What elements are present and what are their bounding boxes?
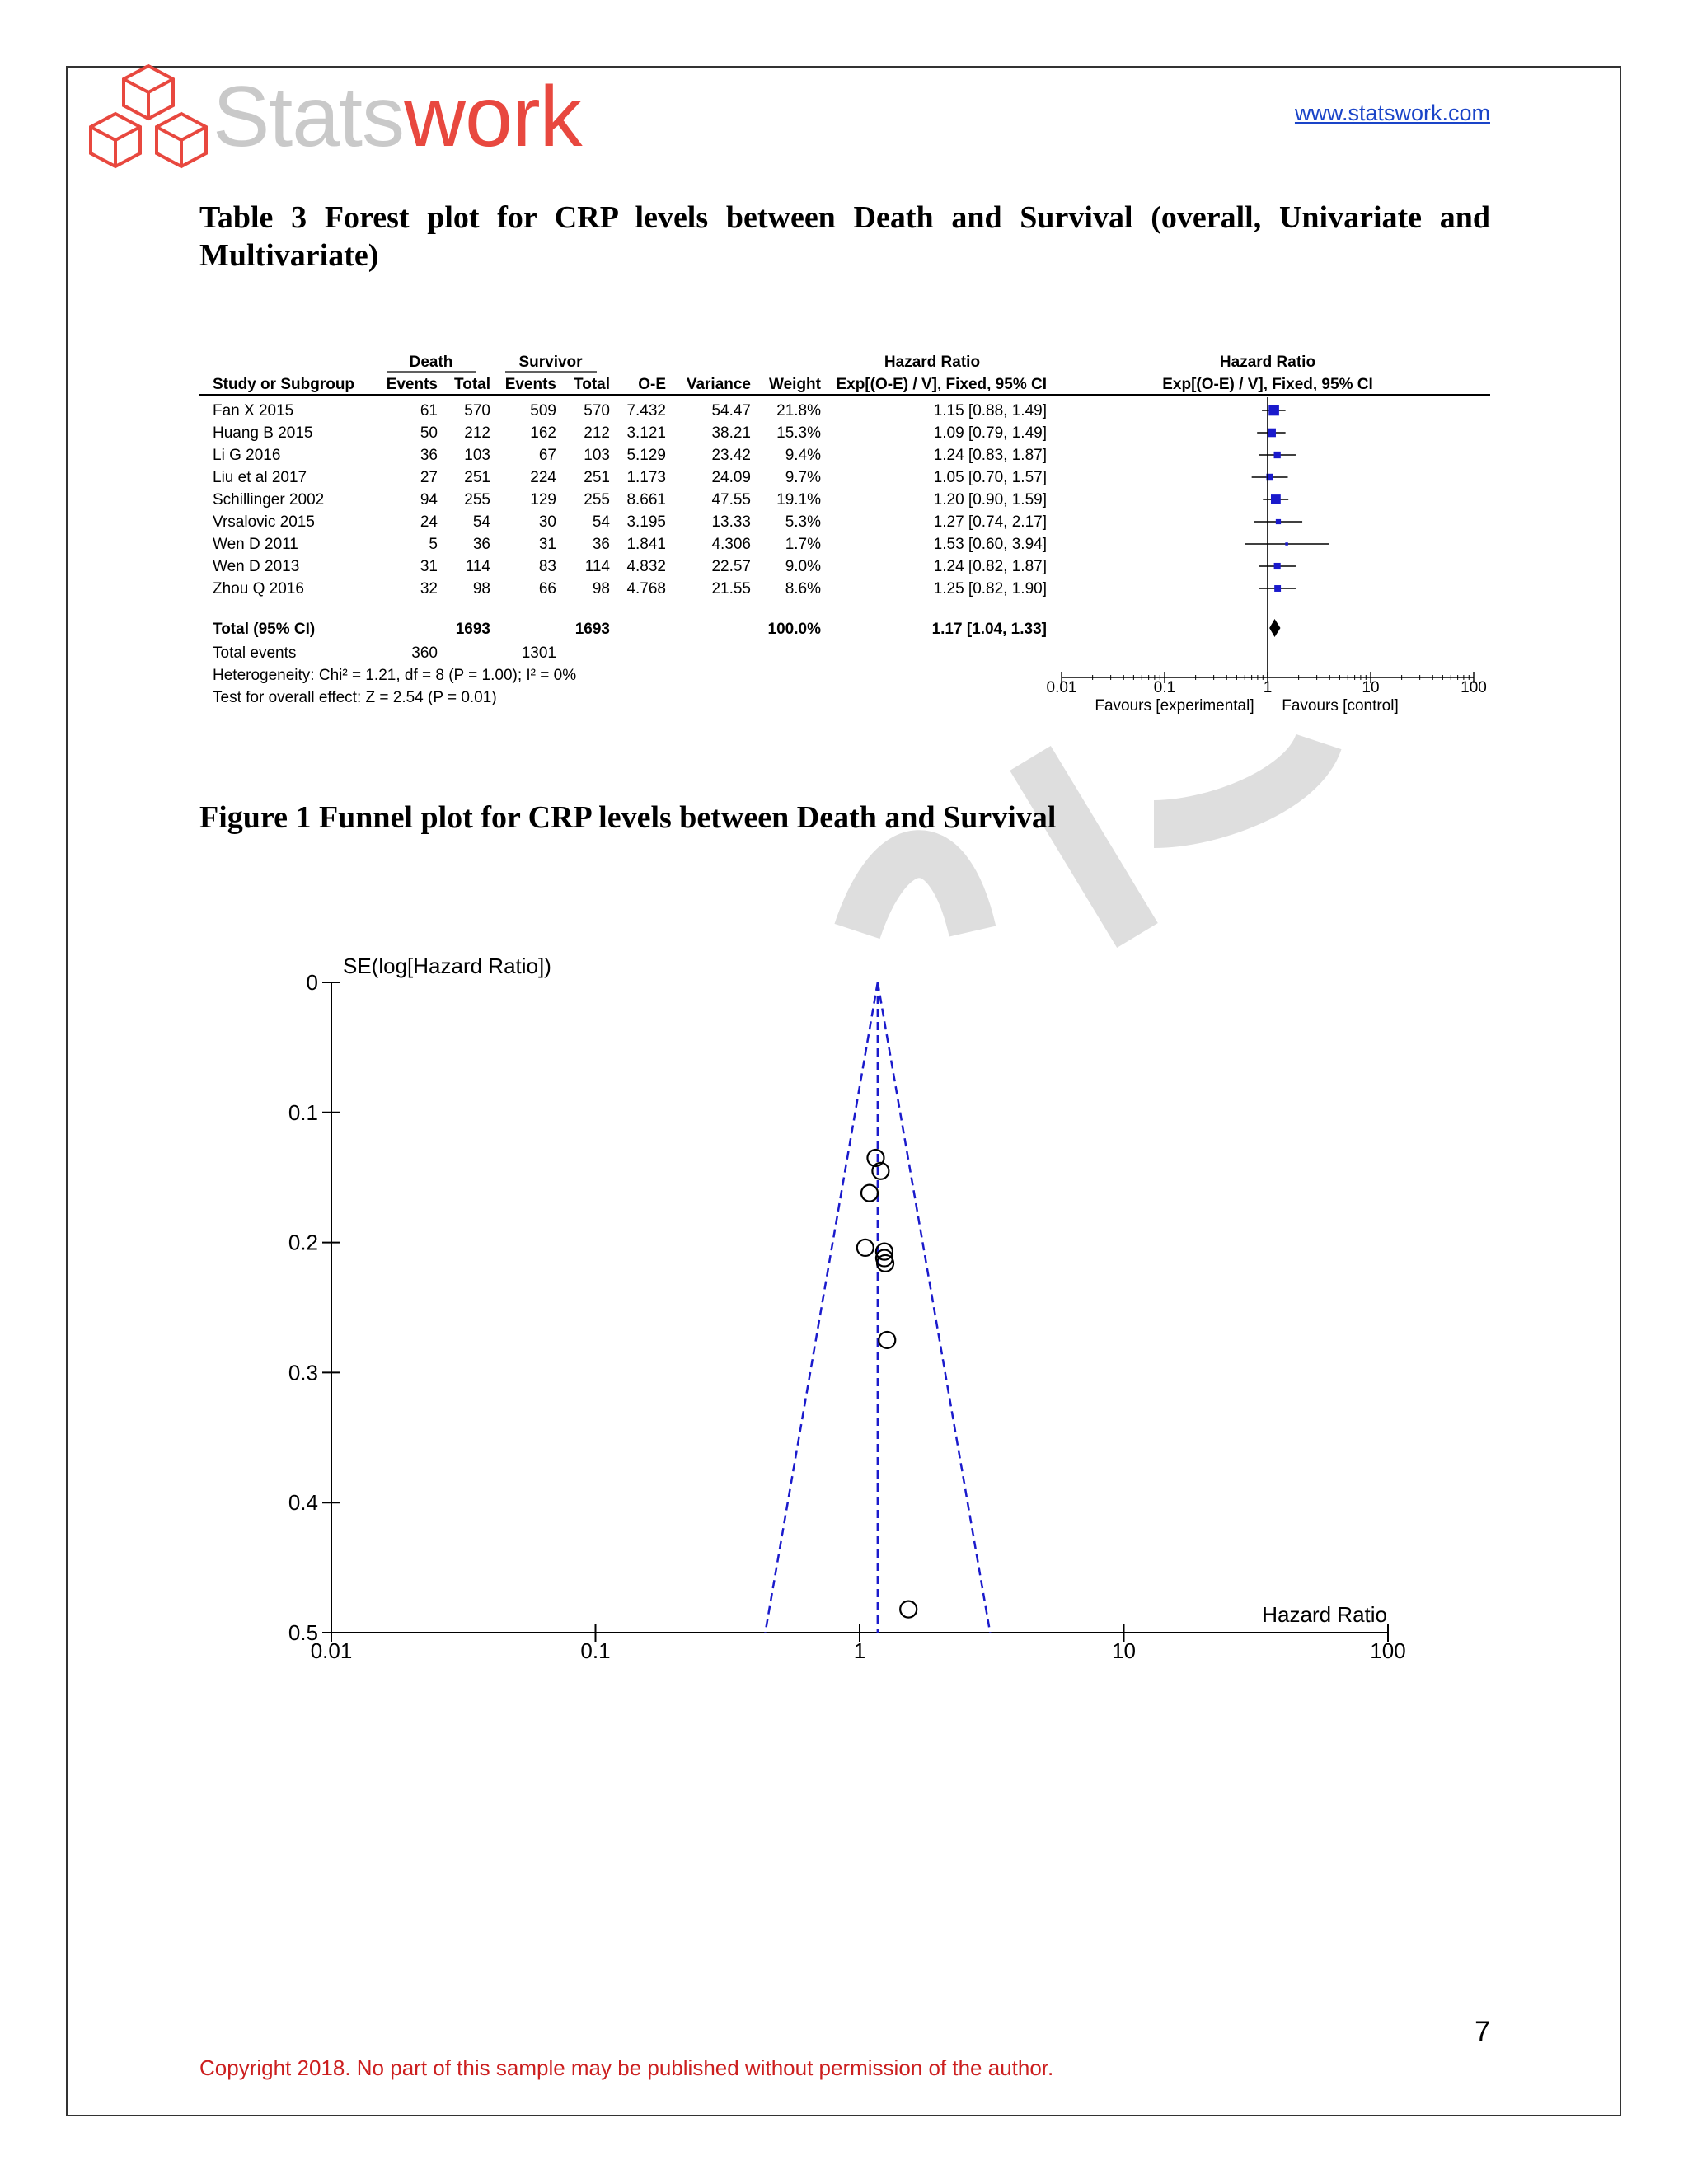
total-events-label: Total events xyxy=(213,644,297,662)
forest-cell-d_events: 61 xyxy=(420,402,438,419)
col-surv-total: Total xyxy=(574,376,610,393)
forest-cell-variance: 13.33 xyxy=(711,513,751,531)
forest-cell-oe: 5.129 xyxy=(626,447,666,464)
forest-cell-s_total: 251 xyxy=(584,469,610,486)
forest-cell-s_events: 509 xyxy=(530,402,556,419)
total-events-death: 360 xyxy=(411,644,438,662)
heterogeneity: Heterogeneity: Chi² = 1.21, df = 8 (P = 1.00); I² = 0% xyxy=(213,667,577,684)
forest-cell-s_total: 570 xyxy=(584,402,610,419)
forest-cell-weight: 15.3% xyxy=(776,424,821,442)
forest-cell-d_total: 212 xyxy=(464,424,490,442)
forest-cell-s_events: 66 xyxy=(538,580,556,598)
forest-cell-s_events: 83 xyxy=(538,558,556,575)
forest-cell-study: Huang B 2015 xyxy=(213,424,313,442)
forest-cell-weight: 9.4% xyxy=(785,447,821,464)
funnel-point xyxy=(857,1240,874,1256)
forest-cell-study: Liu et al 2017 xyxy=(213,469,307,486)
forest-cell-oe: 4.768 xyxy=(626,580,666,598)
forest-cell-d_total: 251 xyxy=(464,469,490,486)
col-variance: Variance xyxy=(686,376,751,393)
forest-cell-weight: 9.0% xyxy=(785,558,821,575)
forest-cell-oe: 1.841 xyxy=(626,536,666,553)
col-surv-events: Events xyxy=(504,376,556,393)
funnel-y-tick-label: 0.5 xyxy=(288,1620,318,1645)
funnel-y-tick-label: 0.1 xyxy=(288,1099,318,1125)
forest-cell-hr_text: 1.27 [0.74, 2.17] xyxy=(933,513,1047,531)
forest-cell-s_events: 31 xyxy=(538,536,556,553)
forest-cell-hr_text: 1.24 [0.83, 1.87] xyxy=(933,447,1047,464)
funnel-point xyxy=(900,1601,917,1618)
forest-cell-hr_text: 1.25 [0.82, 1.90] xyxy=(933,580,1047,598)
forest-cell-s_total: 114 xyxy=(584,558,610,575)
forest-cell-d_total: 103 xyxy=(464,447,490,464)
forest-cell-weight: 19.1% xyxy=(776,491,821,509)
forest-cell-study: Fan X 2015 xyxy=(213,402,294,419)
forest-cell-d_events: 31 xyxy=(420,558,438,575)
forest-tick-label: 10 xyxy=(1362,679,1380,696)
table-title: Table 3 Forest plot for CRP levels between Death and Survival (overall, Univariate and Multivariate) xyxy=(199,200,1490,273)
forest-cell-s_total: 212 xyxy=(584,424,610,442)
forest-cell-s_total: 103 xyxy=(584,447,610,464)
forest-cell-oe: 8.661 xyxy=(626,491,666,509)
funnel-y-tick-label: 0.2 xyxy=(288,1230,318,1255)
forest-cell-oe: 1.173 xyxy=(626,469,666,486)
forest-cell-study: Li G 2016 xyxy=(213,447,281,464)
forest-cell-weight: 5.3% xyxy=(785,513,821,531)
forest-cell-s_total: 98 xyxy=(592,580,610,598)
forest-cell-weight: 1.7% xyxy=(785,536,821,553)
forest-cell-variance: 21.55 xyxy=(711,580,751,598)
forest-cell-d_events: 32 xyxy=(420,580,438,598)
brand-part-work: work xyxy=(404,69,582,165)
forest-cell-d_events: 27 xyxy=(420,469,438,486)
header-hr-right: Hazard Ratio xyxy=(1219,354,1316,371)
forest-tick-label: 0.01 xyxy=(1046,679,1077,696)
forest-cell-s_events: 67 xyxy=(538,447,556,464)
forest-cell-hr_text: 1.24 [0.82, 1.87] xyxy=(933,558,1047,575)
forest-cell-d_total: 36 xyxy=(472,536,490,553)
forest-cell-d_total: 114 xyxy=(465,558,490,575)
forest-cell-weight: 9.7% xyxy=(785,469,821,486)
forest-cell-d_total: 98 xyxy=(472,580,490,598)
forest-cell-study: Wen D 2011 xyxy=(213,536,298,553)
forest-cell-s_total: 36 xyxy=(592,536,610,553)
col-study: Study or Subgroup xyxy=(213,376,355,393)
forest-cell-d_total: 570 xyxy=(464,402,490,419)
brand-part-stats: Stats xyxy=(213,69,404,165)
forest-cell-hr_text: 1.20 [0.90, 1.59] xyxy=(933,491,1047,509)
copyright-notice: Copyright 2018. No part of this sample may be published without permission of the author. xyxy=(199,2055,1054,2080)
forest-tick-label: 0.1 xyxy=(1153,679,1176,696)
forest-cell-variance: 47.55 xyxy=(711,491,751,509)
forest-cell-d_events: 5 xyxy=(429,536,438,553)
favours-right: Favours [control] xyxy=(1282,697,1399,715)
forest-cell-s_events: 30 xyxy=(538,513,556,531)
funnel-x-tick-label: 100 xyxy=(1370,1638,1406,1663)
forest-cell-s_events: 162 xyxy=(530,424,556,442)
forest-cell-s_events: 129 xyxy=(530,491,556,509)
col-death-events: Events xyxy=(386,376,438,393)
col-death-total: Total xyxy=(454,376,490,393)
funnel-x-tick-label: 0.1 xyxy=(580,1638,611,1663)
forest-cell-study: Schillinger 2002 xyxy=(213,491,325,509)
funnel-ylabel: SE(log[Hazard Ratio]) xyxy=(343,954,551,978)
page-number: 7 xyxy=(1475,2016,1490,2047)
forest-cell-d_events: 94 xyxy=(420,491,438,509)
header-death: Death xyxy=(409,354,453,371)
website-link[interactable]: www.statswork.com xyxy=(1294,101,1490,125)
forest-cell-variance: 4.306 xyxy=(711,536,751,553)
funnel-left-limit xyxy=(765,982,877,1633)
forest-cell-s_total: 255 xyxy=(584,491,610,509)
favours-left: Favours [experimental] xyxy=(1095,697,1254,715)
figure-title: Figure 1 Funnel plot for CRP levels between Death and Survival xyxy=(199,800,1057,835)
forest-cell-study: Vrsalovic 2015 xyxy=(213,513,315,531)
forest-cell-variance: 24.09 xyxy=(711,469,751,486)
header-survivor: Survivor xyxy=(518,354,583,371)
forest-cell-variance: 23.42 xyxy=(711,447,751,464)
col-oe: O-E xyxy=(638,376,666,393)
forest-cell-hr_text: 1.05 [0.70, 1.57] xyxy=(933,469,1047,486)
forest-cell-d_total: 54 xyxy=(472,513,490,531)
forest-cell-d_events: 24 xyxy=(420,513,438,531)
funnel-point xyxy=(879,1332,895,1348)
overall-effect: Test for overall effect: Z = 2.54 (P = 0.01) xyxy=(213,689,497,706)
forest-cell-hr_text: 1.53 [0.60, 3.94] xyxy=(933,536,1047,553)
col-weight: Weight xyxy=(769,376,821,393)
total-survivor: 1693 xyxy=(574,621,610,638)
total-events-survivor: 1301 xyxy=(521,644,556,662)
forest-cell-oe: 7.432 xyxy=(626,402,666,419)
col-hr-plot: Exp[(O-E) / V], Fixed, 95% CI xyxy=(1162,376,1373,393)
total-death: 1693 xyxy=(455,621,490,638)
forest-cell-study: Wen D 2013 xyxy=(213,558,300,575)
forest-cell-weight: 8.6% xyxy=(785,580,821,598)
forest-cell-variance: 38.21 xyxy=(711,424,751,442)
forest-cell-s_events: 224 xyxy=(530,469,556,486)
header-hr-left: Hazard Ratio xyxy=(884,354,981,371)
funnel-xlabel: Hazard Ratio xyxy=(1262,1602,1387,1627)
funnel-x-tick-label: 10 xyxy=(1112,1638,1136,1663)
total-weight: 100.0% xyxy=(767,621,821,638)
funnel-x-tick-label: 1 xyxy=(853,1638,866,1663)
forest-cell-variance: 22.57 xyxy=(711,558,751,575)
funnel-right-limit xyxy=(878,982,990,1633)
funnel-y-tick-label: 0.4 xyxy=(288,1490,318,1516)
forest-cell-d_events: 36 xyxy=(420,447,438,464)
total-hr: 1.17 [1.04, 1.33] xyxy=(931,621,1047,638)
forest-tick-label: 1 xyxy=(1263,679,1273,696)
forest-cell-d_events: 50 xyxy=(420,424,438,442)
forest-tick-label: 100 xyxy=(1461,679,1487,696)
total-label: Total (95% CI) xyxy=(213,621,316,638)
funnel-x-tick-label: 0.01 xyxy=(310,1638,353,1663)
forest-cell-d_total: 255 xyxy=(464,491,490,509)
col-hr-text: Exp[(O-E) / V], Fixed, 95% CI xyxy=(836,376,1047,393)
funnel-y-tick-label: 0.3 xyxy=(288,1360,318,1385)
forest-cell-oe: 3.121 xyxy=(626,424,666,442)
forest-cell-hr_text: 1.09 [0.79, 1.49] xyxy=(933,424,1047,442)
forest-cell-oe: 3.195 xyxy=(626,513,666,531)
forest-cell-variance: 54.47 xyxy=(711,402,751,419)
forest-cell-study: Zhou Q 2016 xyxy=(213,580,304,598)
forest-cell-oe: 4.832 xyxy=(626,558,666,575)
forest-cell-s_total: 54 xyxy=(592,513,610,531)
funnel-point xyxy=(861,1185,878,1202)
funnel-y-tick-label: 0 xyxy=(306,970,318,995)
forest-cell-hr_text: 1.15 [0.88, 1.49] xyxy=(933,402,1047,419)
forest-cell-weight: 21.8% xyxy=(776,402,821,419)
